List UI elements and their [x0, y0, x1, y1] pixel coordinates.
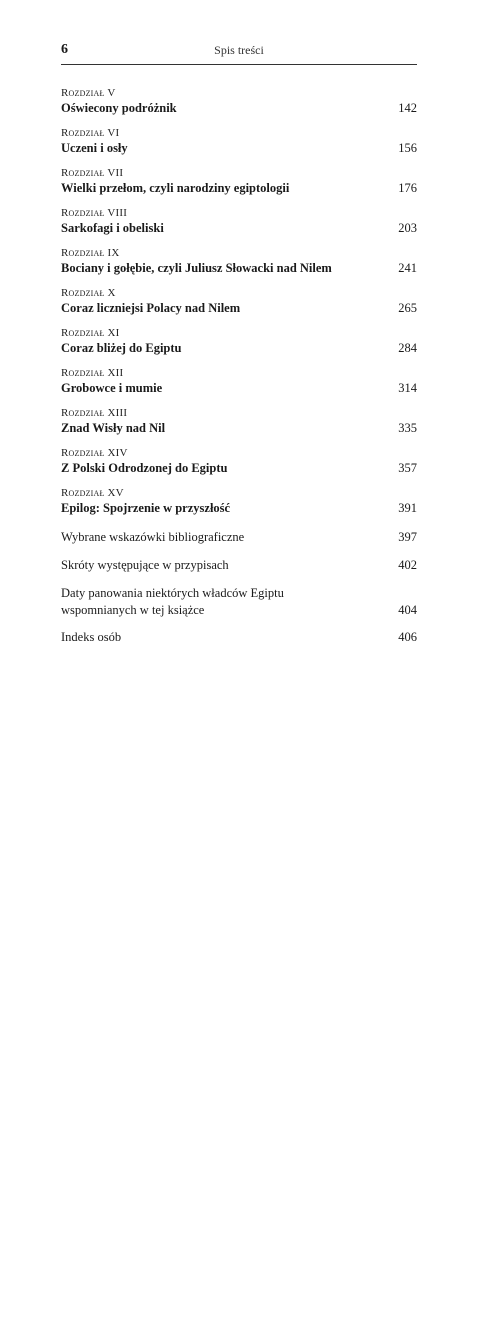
page-ref: 176: [398, 181, 417, 195]
chapter-label: Rozdział VI: [61, 127, 120, 139]
chapter-label: Rozdział IX: [61, 247, 120, 259]
toc-entry-chapter: [61, 246, 417, 286]
chapter-label: Rozdział XI: [61, 327, 120, 339]
page-ref: 156: [398, 141, 417, 155]
page-ref: 241: [398, 261, 417, 275]
toc-entry-chapter: [61, 366, 417, 406]
toc-entry-chapter: [61, 206, 417, 246]
header-rule: [61, 64, 417, 65]
chapter-label: Rozdział XIV: [61, 447, 128, 459]
toc-entry-chapter: [61, 286, 417, 326]
toc-entry-chapter: [61, 326, 417, 366]
chapter-label: Rozdział XII: [61, 367, 124, 379]
section-title: Indeks osób: [61, 630, 122, 644]
chapter-title: Sarkofagi i obeliski: [61, 221, 164, 235]
chapter-label: Rozdział XIII: [61, 407, 128, 419]
page-ref: 391: [398, 501, 417, 515]
chapter-title: Znad Wisły nad Nil: [61, 421, 166, 435]
page-ref: 357: [398, 461, 417, 475]
chapter-title: Coraz liczniejsi Polacy nad Nilem: [61, 301, 241, 315]
page-ref: 406: [398, 630, 417, 644]
chapter-title: Bociany i gołębie, czyli Juliusz Słowacki nad Nilem: [61, 261, 332, 275]
page-ref: 335: [398, 421, 417, 435]
section-title: Skróty występujące w przypisach: [61, 558, 229, 572]
page-ref: 284: [398, 341, 417, 355]
section-title: Wybrane wskazówki bibliograficzne: [61, 530, 245, 544]
toc-entry-back-matter: [61, 557, 417, 585]
toc-entry-back-matter: [61, 629, 417, 649]
toc-entry-chapter: [61, 166, 417, 206]
chapter-title: Coraz bliżej do Egiptu: [61, 341, 182, 355]
chapter-label: Rozdział X: [61, 287, 116, 299]
page-ref: 265: [398, 301, 417, 315]
chapter-title: Epilog: Spojrzenie w przyszłość: [61, 501, 231, 515]
chapter-title: Uczeni i osły: [61, 141, 128, 155]
toc-entry-chapter: [61, 86, 417, 126]
chapter-label: Rozdział VII: [61, 167, 124, 179]
chapter-label: Rozdział XV: [61, 487, 124, 499]
page-ref: 402: [398, 558, 417, 572]
page-ref: 142: [398, 101, 417, 115]
page-ref: 314: [398, 381, 417, 395]
chapter-label: Rozdział V: [61, 87, 116, 99]
page-ref: 404: [398, 603, 417, 617]
section-title-line1: Daty panowania niektórych władców Egiptu: [61, 586, 284, 600]
toc-entry-back-matter: [61, 529, 417, 557]
chapter-title: Oświecony podróżnik: [61, 101, 177, 115]
page-header: [61, 42, 417, 62]
toc-entry-chapter: [61, 446, 417, 486]
chapter-title: Grobowce i mumie: [61, 381, 163, 395]
table-of-contents: [61, 86, 417, 649]
toc-entry-chapter: [61, 406, 417, 446]
chapter-label: Rozdział VIII: [61, 207, 128, 219]
chapter-title: Z Polski Odrodzonej do Egiptu: [61, 461, 228, 475]
section-title: wspomnianych w tej książce: [61, 603, 205, 617]
page-ref: 203: [398, 221, 417, 235]
page-number: 6: [61, 42, 68, 57]
chapter-title: Wielki przełom, czyli narodziny egiptologii: [61, 181, 290, 195]
toc-entry-back-matter: [61, 585, 417, 629]
toc-entry-chapter: [61, 126, 417, 166]
running-title: Spis treści: [214, 43, 264, 57]
page-ref: 397: [398, 530, 417, 544]
toc-entry-chapter: [61, 486, 417, 529]
